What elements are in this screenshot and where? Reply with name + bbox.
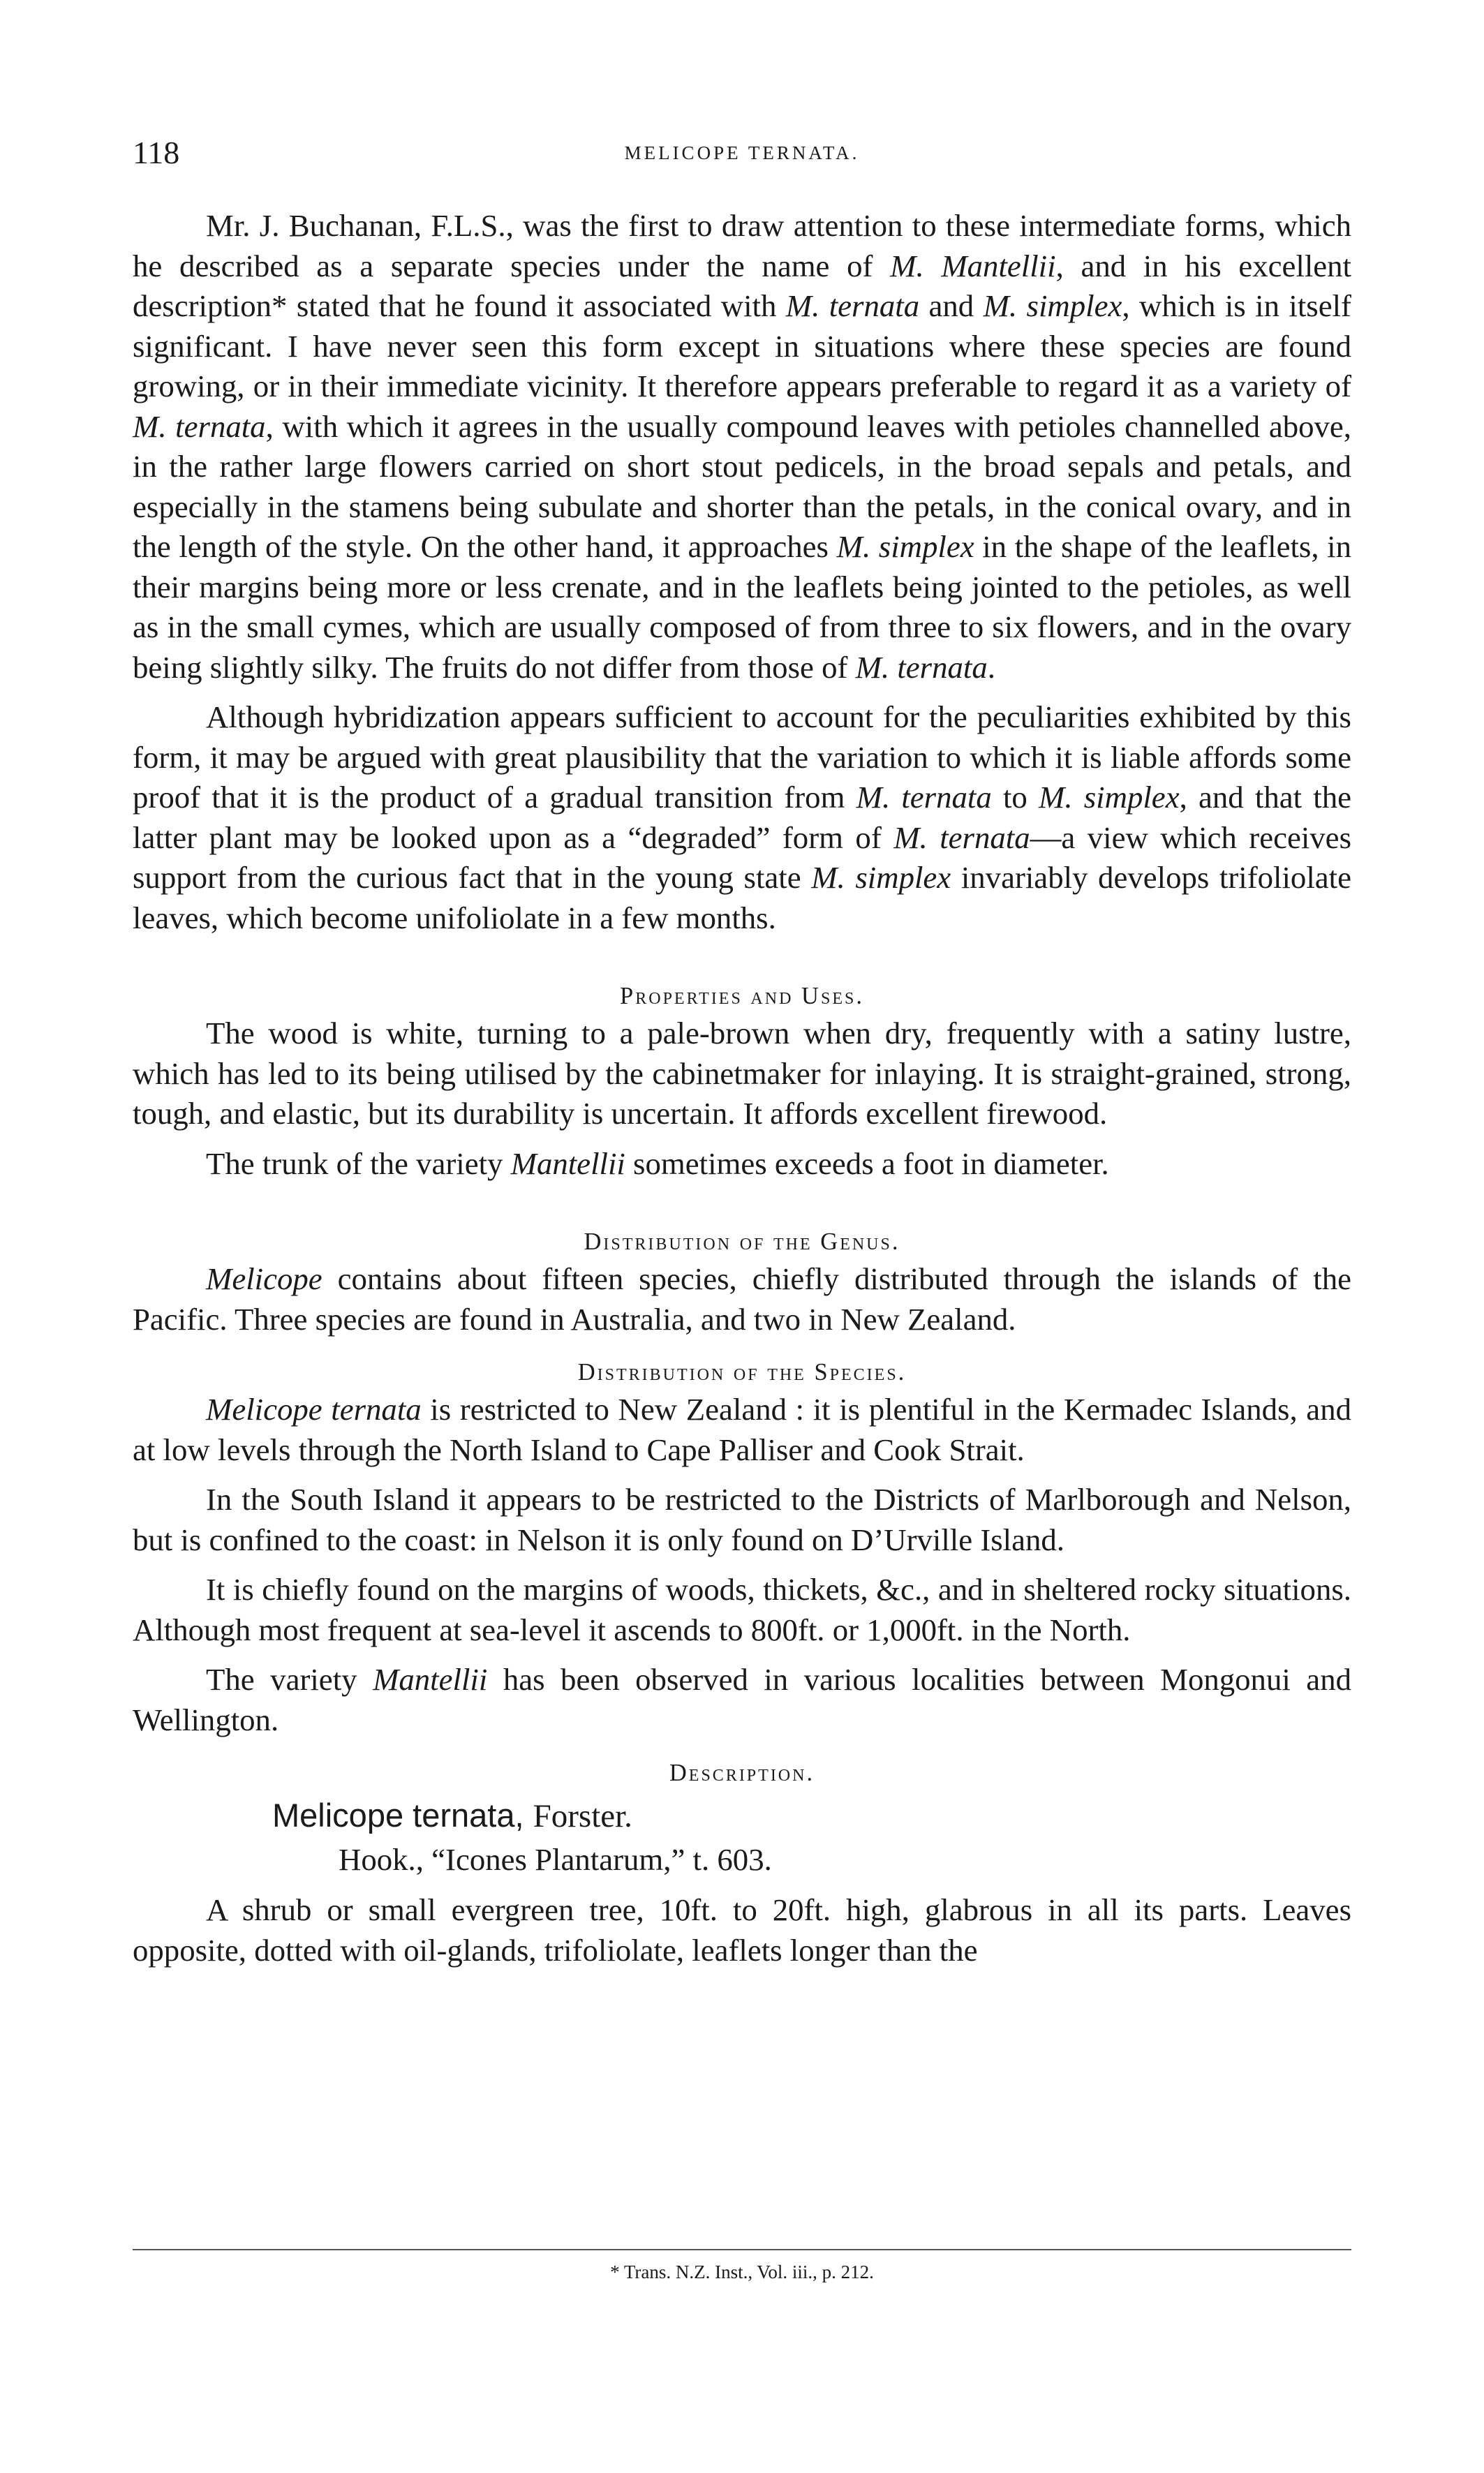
- text-run: The variety: [206, 1662, 373, 1697]
- italic-run: Mantellii: [510, 1145, 625, 1181]
- text-run: —a view which receives support from the curious fact that in the young state: [133, 819, 1352, 895]
- text-run: in the shape of the leaflets, in their margins being more or less crenate, and in the leaflets being jointed to the petioles, as well as in the small cymes, which are usually composed of from three to six flowers, and in the ovary being slightly silky. The fruits do not differ from those of: [133, 529, 1351, 685]
- text-run: Although hybridization appears sufficient to account for the peculiarities exhibited by this form, it may be argued with great plausibility that the variation to which it is liable affords some proof that it is the product of a gradual transition from: [133, 699, 1351, 815]
- species-binomial: Melicope ternata,: [272, 1797, 524, 1834]
- paragraph-hybridization: [133, 697, 1351, 938]
- italic-run: M. ternata: [893, 819, 1030, 855]
- text-run: is restricted to New Zealand : it is plentiful in the Kermadec Islands, and at low levels through the North Island to Cape Palliser and Cook Strait.: [133, 1392, 1351, 1467]
- italic-run: M. ternata: [856, 780, 992, 815]
- text-run: , which is in itself significant. I have never seen this form except in situations where these species are found growing, or in their immediate vicinity. It therefore appears preferable to regard it as a variety of: [133, 288, 1351, 403]
- italic-run: M. ternata: [855, 649, 988, 685]
- heading-description: Description.: [669, 1760, 815, 1786]
- text-run: sometimes exceeds a foot in diameter.: [625, 1145, 1109, 1181]
- page-header: [133, 134, 1351, 183]
- species-reference: Hook., “Icones Plantarum,” t. 603.: [339, 1842, 772, 1877]
- paragraph-trunk: [133, 1144, 1351, 1184]
- paragraph-wood: [133, 1013, 1351, 1134]
- paragraph-intermediate-forms: [133, 206, 1351, 688]
- text-run: , with which it agrees in the usually compound leaves with petioles channelled above, in the rather large flowers carried on short stout pedicels, in the broad sepals and petals, and especially in the stamens being subulate and shorter than the petals, in the conical ovary, and in the length of the style. On the other hand, it approaches: [133, 408, 1352, 564]
- text-run: Mr. J. Buchanan, F.L.S., was the first to draw attention to these intermediate forms, which he described as a separate species under the name of: [133, 208, 1351, 283]
- text-run: and: [919, 288, 984, 323]
- paragraph-habitat: [133, 1570, 1351, 1650]
- italic-run: M. ternata: [785, 288, 920, 323]
- heading-properties-uses: Properties and Uses.: [620, 983, 864, 1009]
- text-run: to: [991, 780, 1039, 815]
- italic-run: Mantellii: [373, 1662, 488, 1697]
- italic-run: M. simplex: [983, 288, 1122, 323]
- text-run: , and in his excellent description* stated that he found it associated with: [133, 248, 1351, 323]
- page-body: [133, 206, 1351, 1970]
- heading-distribution-genus: Distribution of the Genus.: [584, 1228, 900, 1255]
- italic-run: M. simplex: [836, 529, 974, 564]
- italic-run: M. Mantellii: [890, 248, 1056, 283]
- italic-run: M. ternata: [133, 408, 266, 444]
- text-run: It is chiefly found on the margins of woods, thickets, &c., and in sheltered rocky situations. Although most frequent at sea-level it ascends to 800ft. or 1,000ft. in the North.: [133, 1572, 1351, 1647]
- paragraph-description: [133, 1890, 1351, 1970]
- text-run: has been observed in various localities between Mongonui and Wellington.: [133, 1662, 1351, 1737]
- paragraph-genus: [133, 1259, 1351, 1339]
- text-run: , and that the latter plant may be looked upon as a “degraded” form of: [133, 780, 1351, 855]
- text-run: .: [987, 649, 995, 685]
- page-number: 118: [133, 135, 180, 170]
- italic-run: M. simplex: [811, 860, 951, 895]
- italic-run: M. simplex: [1039, 780, 1180, 815]
- text-run: The trunk of the variety: [206, 1145, 511, 1181]
- species-author: Forster.: [533, 1798, 632, 1834]
- species-name: [272, 1795, 1351, 1837]
- paragraph-south-island: [133, 1480, 1351, 1560]
- text-run: The wood is white, turning to a pale-brown when dry, frequently with a satiny lustre, which has led to its being utilised by the cabinetmaker for inlaying. It is straight-grained, strong, tough, and elastic, but its durability is uncertain. It affords excellent firewood.: [133, 1016, 1351, 1131]
- text-run: A shrub or small evergreen tree, 10ft. to 20ft. high, glabrous in all its parts. Leaves opposite, dotted with oil-glands, trifoliolate, leaflets longer than the: [133, 1892, 1351, 1968]
- heading-distribution-species: Distribution of the Species.: [577, 1359, 907, 1386]
- running-title: MELICOPE TERNATA.: [624, 142, 860, 163]
- text-run: contains about fifteen species, chiefly distributed through the islands of the Pacific. Three species are found in Australia, and two in New Zealand.: [133, 1261, 1351, 1337]
- paragraph-range: [133, 1390, 1351, 1470]
- italic-run: Melicope: [206, 1261, 322, 1296]
- text-run: invariably develops trifoliolate leaves, which become unifoliolate in a few months.: [133, 860, 1351, 935]
- text-run: In the South Island it appears to be restricted to the Districts of Marlborough and Nelson, but is confined to the coast: in Nelson it is only found on D’Urville Island.: [133, 1482, 1351, 1557]
- footnote-rule: [133, 2249, 1351, 2250]
- footnote: * Trans. N.Z. Inst., Vol. iii., p. 212.: [610, 2262, 874, 2282]
- italic-run: Melicope ternata: [206, 1392, 422, 1427]
- paragraph-variety-localities: [133, 1660, 1351, 1740]
